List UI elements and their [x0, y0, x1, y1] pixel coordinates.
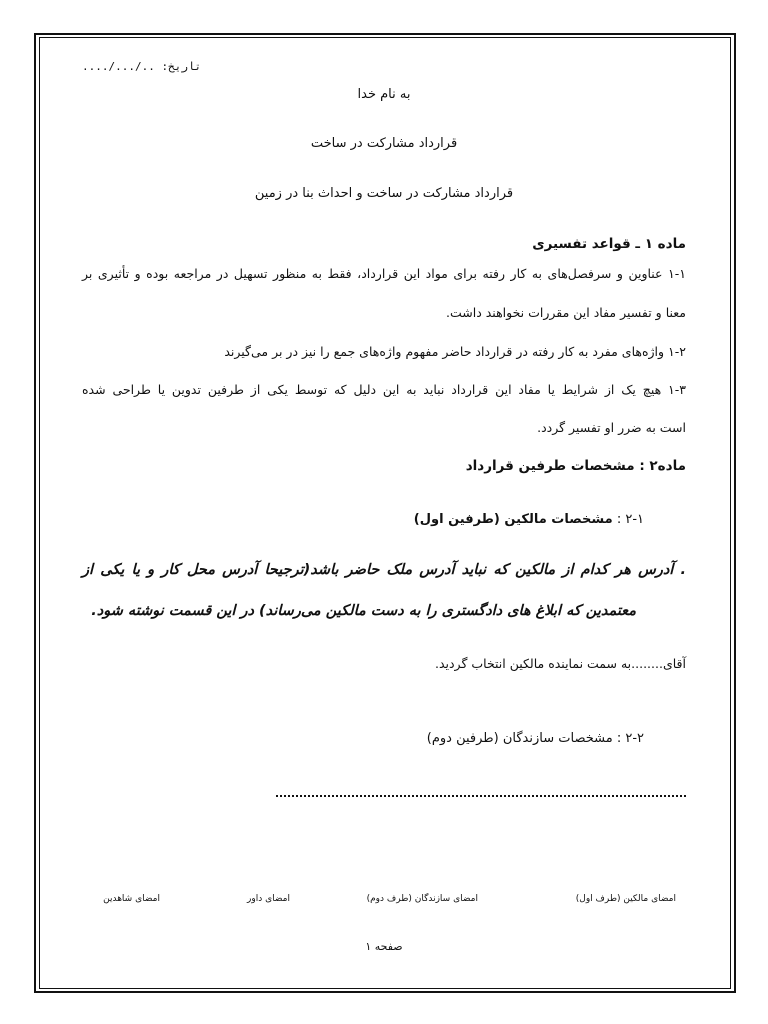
- article1-clause2: ۱-۲ واژه‌های مفرد به کار رفته در قرارداد حاضر مفهوم واژه‌های جمع را نیز در بر می‌گیرند: [224, 344, 686, 359]
- article2-heading: ماده۲ : مشخصات طرفین قرارداد: [465, 458, 686, 474]
- signature-arbiter: امضای داور: [247, 894, 290, 904]
- signature-builders: امضای سازندگان (طرف دوم): [366, 894, 478, 904]
- article1-clause3-line1: ۱-۳ هیچ یک از شرایط یا مفاد این قرارداد نباید به این دلیل که توسط یکی از طرفین تدوین یا طراحی شده: [82, 382, 686, 397]
- date-line: تاریخ: ../.../....: [82, 60, 202, 73]
- article1-clause1-line1: ۱-۱ عناوین و سرفصل‌های به کار رفته برای مواد این قرارداد، فقط به منظور تسهیل در مراجعه بوده و تأثیری بر: [82, 266, 686, 281]
- signature-owners: امضای مالکین (طرف اول): [575, 894, 676, 904]
- article1-heading: ماده ۱ ـ قواعد تفسیری: [532, 236, 686, 252]
- builders-subheading: ۲-۲ : مشخصات سازندگان (طرفین دوم): [426, 731, 644, 746]
- signature-witnesses: امضای شاهدین: [103, 894, 160, 904]
- owners-subheading-number: ۲-۱ :: [616, 512, 644, 527]
- bismillah-heading: به نام خدا: [357, 87, 411, 102]
- owners-representative-line: آقای........به سمت نماینده مالکین انتخاب گردید.: [434, 656, 686, 671]
- article1-clause1-line2: معنا و تفسیر مفاد این مقررات نخواهند داشت.: [446, 305, 686, 320]
- contract-title: قرارداد مشارکت در ساخت: [310, 136, 458, 151]
- owners-subheading-label: مشخصات مالکین (طرفین اول): [413, 512, 613, 527]
- owners-subheading: [414, 512, 644, 527]
- owners-address-note-line1: . آدرس هر کدام از مالکین که نباید آدرس ملک حاضر باشد(ترجیحا آدرس محل کار و یا یکی از: [82, 562, 686, 578]
- article1-clause3-line2: است به ضرر او تفسیر گردد.: [537, 420, 686, 435]
- page-number: صفحه ۱: [365, 940, 403, 953]
- contract-subtitle: قرارداد مشارکت در ساخت و احداث بنا در زمین: [254, 186, 514, 201]
- owners-address-note-line2: معتمدین که ابلاغ های دادگستری را به دست مالکین می‌رساند) در این قسمت نوشته شود.: [91, 603, 636, 619]
- builders-fill-line: [276, 783, 686, 797]
